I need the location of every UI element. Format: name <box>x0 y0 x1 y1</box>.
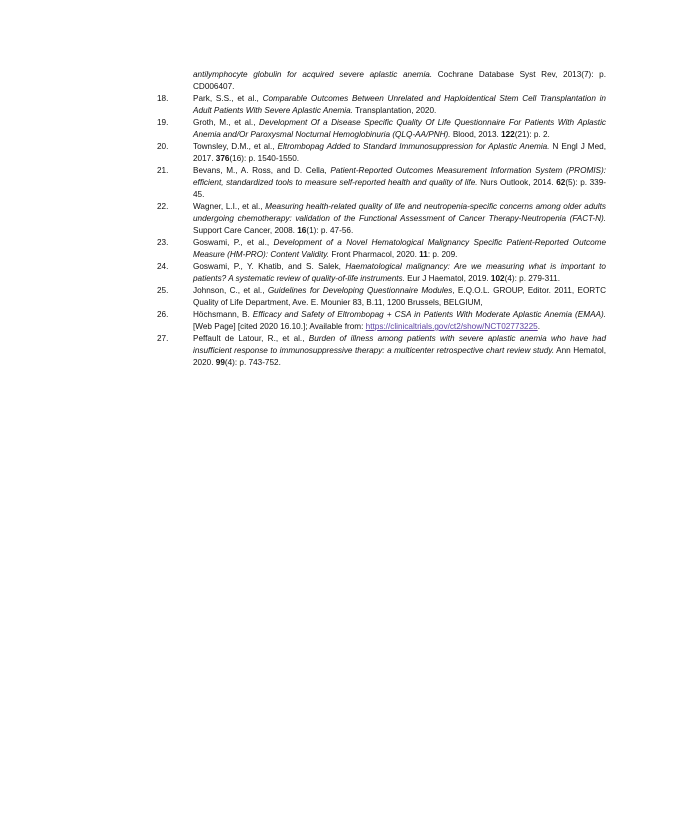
reference-number: 19. <box>157 118 169 127</box>
reference-entry <box>157 201 606 237</box>
reference-body <box>193 285 606 309</box>
reference-entry <box>157 117 606 141</box>
reference-pages: (4): p. 743-752. <box>224 358 281 367</box>
reference-volume: 16 <box>297 226 307 235</box>
reference-authors: Goswami, P., et al., <box>193 238 274 247</box>
reference-title: Patient-Reported Outcomes Measurement Information System (PROMIS): efficient, standardized tools to measure self-reported health and quality of life. <box>193 166 606 187</box>
reference-pages: (1): p. 47-56. <box>306 226 354 235</box>
reference-pages: (21): p. 2. <box>514 130 550 139</box>
reference-number: 26. <box>157 310 169 319</box>
reference-title: Haematological malignancy: Are we measuring what is important to patients? A systematic review of quality-of-life instruments. <box>193 262 606 283</box>
reference-title: Measuring health-related quality of life and neutropenia-specific concerns among older adults undergoing chemotherapy: validation of the Functional Assessment of Cancer Therapy-Neutropenia (FACT-N). <box>193 202 606 223</box>
reference-authors: Peffault de Latour, R., et al., <box>193 334 309 343</box>
reference-title: Development of a Novel Hematological Malignancy Specific Patient-Reported Outcome Measure (HM-PRO): Content Validity. <box>193 238 606 259</box>
reference-entry <box>157 309 606 333</box>
reference-title: Eltrombopag Added to Standard Immunosuppression for Aplastic Anemia. <box>277 142 550 151</box>
reference-body <box>193 309 606 333</box>
reference-number: 18. <box>157 94 169 103</box>
reference-source: Support Care Cancer, 2008. <box>193 226 298 235</box>
reference-title: antilymphocyte globulin for acquired severe aplastic anemia. <box>193 70 433 79</box>
reference-body <box>193 333 606 369</box>
reference-source: Front Pharmacol, 2020. <box>329 250 420 259</box>
reference-title: Burden of illness among patients with severe aplastic anemia who have had insufficient response to immunosuppressive therapy: a multicenter retrospective chart review study. <box>193 334 606 355</box>
reference-source: Nurs Outlook, 2014. <box>477 178 557 187</box>
reference-authors: Johnson, C., et al., <box>193 286 268 295</box>
reference-volume: 99 <box>215 358 225 367</box>
reference-pages: : p. 209. <box>427 250 458 259</box>
reference-source: Eur J Haematol, 2019. <box>404 274 491 283</box>
reference-authors: Groth, M., et al., <box>193 118 260 127</box>
reference-entry <box>157 165 606 201</box>
reference-authors: Bevans, M., A. Ross, and D. Cella, <box>193 166 331 175</box>
reference-entry <box>157 285 606 309</box>
reference-source: Cochrane Database Syst Rev, 2013(7): p. CD006407. <box>193 70 606 91</box>
reference-authors: Park, S.S., et al., <box>193 94 263 103</box>
reference-continuation <box>193 69 606 93</box>
reference-entry <box>157 141 606 165</box>
reference-number: 22. <box>157 202 169 211</box>
reference-entry <box>157 93 606 117</box>
reference-body <box>193 237 606 261</box>
reference-volume: 376 <box>215 154 230 163</box>
reference-body <box>193 201 606 237</box>
reference-source: Ann Hematol, 2020. <box>193 346 606 367</box>
reference-number: 27. <box>157 334 169 343</box>
reference-number: 24. <box>157 262 169 271</box>
reference-source: [Web Page] [cited 2020 16.10.]; Available from: <box>193 322 366 331</box>
reference-punctuation: . <box>537 322 540 331</box>
reference-volume: 11 <box>419 250 428 259</box>
reference-body <box>193 117 606 141</box>
reference-entry <box>157 261 606 285</box>
reference-source: N Engl J Med, 2017. <box>193 142 606 163</box>
reference-title: Efficacy and Safety of Eltrombopag + CSA in Patients With Moderate Aplastic Anemia (EMAA). <box>252 310 606 319</box>
reference-source: Transplantation, 2020. <box>352 106 437 115</box>
reference-pages: (4): p. 279-311. <box>504 274 560 283</box>
reference-entry <box>157 237 606 261</box>
reference-source: , E.Q.O.L. GROUP, Editor. 2011, EORTC Quality of Life Department, Ave. E. Mounier 83, B.11, 1200 Brussels, BELGIUM, <box>193 286 606 307</box>
reference-authors: Wagner, L.I., et al., <box>193 202 266 211</box>
reference-number: 23. <box>157 238 169 247</box>
reference-title: Development Of a Disease Specific Quality Of Life Questionnaire For Patients With Aplastic Anemia and/Or Paroxysmal Nocturnal Hemoglobinuria (QLQ-AA/PNH). <box>193 118 606 139</box>
reference-entry <box>157 333 606 369</box>
reference-number: 25. <box>157 286 169 295</box>
reference-number: 21. <box>157 166 169 175</box>
reference-authors: Townsley, D.M., et al., <box>193 142 278 151</box>
reference-link[interactable]: https://clinicaltrials.gov/ct2/show/NCT02773225 <box>365 322 538 331</box>
reference-pages: (16): p. 1540-1550. <box>229 154 300 163</box>
reference-body <box>193 165 606 201</box>
reference-title: Comparable Outcomes Between Unrelated and Haploidentical Stem Cell Transplantation in Adult Patients With Severe Aplastic Anemia. <box>193 94 606 115</box>
reference-volume: 102 <box>490 274 505 283</box>
reference-authors: Höchsmann, B. <box>193 310 253 319</box>
reference-authors: Goswami, P., Y. Khatib, and S. Salek, <box>193 262 346 271</box>
reference-body <box>193 93 606 117</box>
reference-list <box>157 69 606 369</box>
reference-body <box>193 261 606 285</box>
reference-source: Blood, 2013. <box>450 130 502 139</box>
reference-pages: (5): p. 339-45. <box>193 178 607 199</box>
reference-body <box>193 141 606 165</box>
reference-title: Guidelines for Developing Questionnaire Modules <box>267 286 453 295</box>
reference-volume: 122 <box>501 130 515 139</box>
reference-volume: 62 <box>556 178 566 187</box>
reference-number: 20. <box>157 142 169 151</box>
